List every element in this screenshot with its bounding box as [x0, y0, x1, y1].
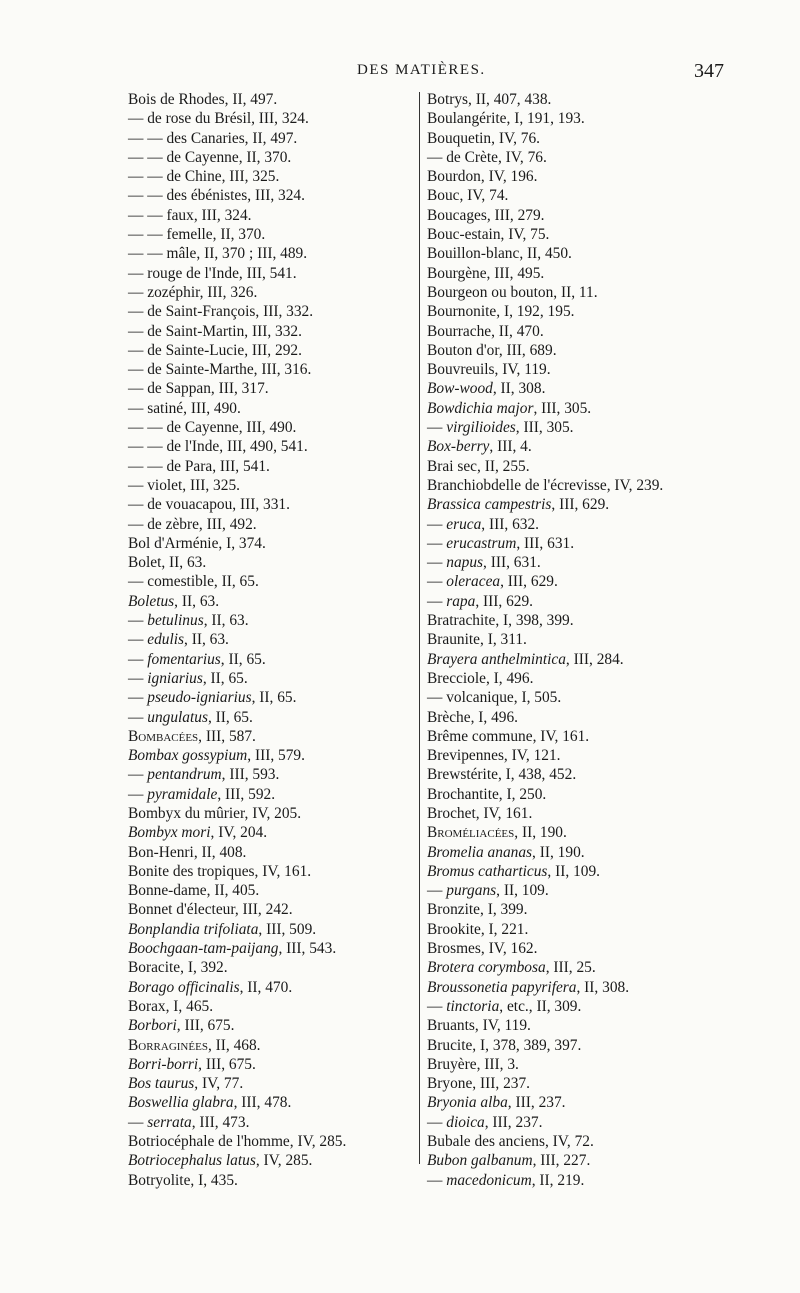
- entry-text: Bratrachite, I, 398, 399.: [427, 612, 574, 630]
- entry-italic-term: Bonplandia trifoliata: [128, 920, 259, 938]
- entry-text: , III, 675.: [198, 1055, 256, 1073]
- entry-italic-term: Borbori: [128, 1017, 177, 1035]
- entry-text: —: [128, 689, 148, 707]
- entry-text: Bronzite, I, 399.: [427, 901, 528, 919]
- entry-italic-term: ungulatus: [147, 708, 208, 726]
- entry-text: —: [427, 534, 447, 552]
- entry-text: —: [427, 1171, 447, 1189]
- entry-italic-term: Brayera anthelmintica: [427, 650, 566, 668]
- entry-text: —: [427, 997, 447, 1015]
- entry-text: Bruyère, III, 3.: [427, 1055, 519, 1073]
- entry-text: , III, 305.: [515, 419, 574, 437]
- entry-italic-term: Bowdichia major: [427, 399, 534, 417]
- index-entry: [128, 611, 418, 630]
- entry-text: —: [128, 669, 148, 687]
- entry-text: Brecciole, I, 496.: [427, 669, 534, 687]
- entry-text: — — de Cayenne, II, 370.: [128, 148, 292, 166]
- index-entry: [128, 322, 418, 341]
- entry-text: , III, 629.: [551, 496, 610, 514]
- index-entry: [427, 167, 757, 186]
- entry-text: —: [427, 1113, 447, 1131]
- index-entry: [427, 1113, 757, 1132]
- index-entry: [427, 129, 757, 148]
- index-entry: [427, 302, 757, 321]
- entry-text: Bonnet d'électeur, III, 242.: [128, 901, 293, 919]
- entry-text: , etc., II, 309.: [499, 997, 582, 1015]
- entry-italic-term: Borri-borri: [128, 1055, 199, 1073]
- entry-italic-term: pyramidale: [147, 785, 218, 803]
- index-entry: [128, 399, 418, 418]
- entry-text: , II, 65.: [202, 669, 248, 687]
- index-entry: [427, 978, 757, 997]
- index-entry: [128, 1036, 418, 1055]
- entry-family-term: Borraginées: [128, 1036, 208, 1054]
- entry-text: — de Sappan, III, 317.: [128, 380, 269, 398]
- entry-text: , IV, 77.: [194, 1075, 244, 1093]
- entry-text: Botrys, II, 407, 438.: [427, 91, 552, 108]
- entry-text: Bruants, IV, 119.: [427, 1017, 531, 1035]
- index-entry: [427, 1074, 757, 1093]
- index-entry: [427, 360, 757, 379]
- index-entry: [427, 225, 757, 244]
- entry-italic-term: Boletus: [128, 592, 175, 610]
- entry-text: , III, 579.: [247, 747, 305, 765]
- index-entry: [128, 148, 418, 167]
- index-entry: [427, 244, 757, 263]
- index-entry: [427, 553, 757, 572]
- entry-italic-term: edulis: [147, 631, 185, 649]
- entry-text: , III, 592.: [217, 785, 276, 803]
- entry-text: , III, 25.: [545, 959, 596, 977]
- index-entry: [427, 206, 757, 225]
- index-entry: [128, 1093, 418, 1112]
- entry-text: , II, 308.: [492, 380, 546, 398]
- entry-text: , II, 65.: [220, 650, 266, 668]
- entry-italic-term: eruca: [446, 515, 482, 533]
- entry-text: — violet, III, 325.: [128, 476, 240, 494]
- index-entry: [427, 109, 757, 128]
- index-entry: [427, 418, 757, 437]
- index-entry: [128, 727, 418, 746]
- entry-text: , II, 219.: [531, 1171, 585, 1189]
- index-entry: [128, 804, 418, 823]
- index-entry: [128, 650, 418, 669]
- entry-text: Botryolite, I, 435.: [128, 1171, 238, 1189]
- index-entry: [128, 90, 418, 109]
- index-entry: [427, 1055, 757, 1074]
- entry-text: Bonite des tropiques, IV, 161.: [128, 862, 312, 880]
- entry-text: Bolet, II, 63.: [128, 554, 207, 572]
- entry-text: , II, 63.: [184, 631, 229, 649]
- index-entry: [128, 862, 418, 881]
- entry-text: Boracite, I, 392.: [128, 959, 228, 977]
- entry-text: —: [128, 1113, 148, 1131]
- index-entry: [128, 476, 418, 495]
- entry-text: —: [128, 612, 148, 630]
- index-entry: [128, 283, 418, 302]
- index-entry: [128, 669, 418, 688]
- entry-text: Bon-Henri, II, 408.: [128, 843, 247, 861]
- entry-text: Botriocéphale de l'homme, IV, 285.: [128, 1133, 347, 1151]
- index-entry: [128, 920, 418, 939]
- entry-text: — rouge de l'Inde, III, 541.: [128, 264, 297, 282]
- entry-text: , III, 237.: [507, 1094, 566, 1112]
- entry-text: Brevipennes, IV, 121.: [427, 747, 561, 765]
- index-entry: [128, 244, 418, 263]
- entry-text: Brookite, I, 221.: [427, 920, 529, 938]
- entry-text: Bombyx du mûrier, IV, 205.: [128, 804, 302, 822]
- entry-text: , III, 631.: [516, 534, 575, 552]
- entry-text: —: [427, 554, 447, 572]
- entry-text: Bubale des anciens, IV, 72.: [427, 1133, 594, 1151]
- entry-text: — — de l'Inde, III, 490, 541.: [128, 438, 308, 456]
- entry-text: , III, 4.: [489, 438, 532, 456]
- entry-text: , III, 478.: [233, 1094, 292, 1112]
- index-entry: [427, 843, 757, 862]
- index-entry: [128, 1132, 418, 1151]
- entry-italic-term: napus: [446, 554, 484, 572]
- entry-text: , III, 237.: [484, 1113, 543, 1131]
- index-entry: [128, 109, 418, 128]
- index-entry: [128, 688, 418, 707]
- entry-text: Borax, I, 465.: [128, 997, 214, 1015]
- entry-text: , II, 308.: [576, 978, 630, 996]
- entry-text: — — femelle, II, 370.: [128, 226, 266, 244]
- index-entry: [427, 727, 757, 746]
- index-entry: [128, 264, 418, 283]
- index-entry: [427, 630, 757, 649]
- entry-italic-term: Brassica campestris: [427, 496, 552, 514]
- entry-text: Brewstérite, I, 438, 452.: [427, 766, 577, 784]
- entry-text: , II, 190.: [514, 824, 567, 842]
- index-entry: [128, 785, 418, 804]
- running-head: DES MATIÈRES.: [357, 62, 486, 78]
- index-entry: [128, 553, 418, 572]
- index-entry: [128, 746, 418, 765]
- index-entry: [427, 669, 757, 688]
- entry-italic-term: oleracea: [446, 573, 501, 591]
- entry-text: , III, 632.: [481, 515, 539, 533]
- index-entry: [128, 379, 418, 398]
- entry-text: Boulangérite, I, 191, 193.: [427, 110, 585, 128]
- entry-text: , II, 468.: [207, 1036, 261, 1054]
- index-entry: [128, 206, 418, 225]
- index-entry: [128, 997, 418, 1016]
- index-entry: [427, 399, 757, 418]
- index-entry: [427, 495, 757, 514]
- entry-italic-term: igniarius: [147, 669, 203, 687]
- index-entry: [128, 1055, 418, 1074]
- entry-italic-term: Brotera corymbosa: [427, 959, 546, 977]
- index-entry: [427, 862, 757, 881]
- entry-italic-term: Bryonia alba: [427, 1094, 508, 1112]
- index-entry: [427, 283, 757, 302]
- entry-italic-term: fomentarius: [147, 650, 221, 668]
- entry-text: — de Sainte-Lucie, III, 292.: [128, 341, 302, 359]
- entry-text: Brême commune, IV, 161.: [427, 727, 590, 745]
- entry-text: , II, 65.: [207, 708, 253, 726]
- index-entry: [427, 785, 757, 804]
- index-entry: [427, 1036, 757, 1055]
- index-entry: [427, 1093, 757, 1112]
- entry-text: , III, 629.: [500, 573, 558, 591]
- index-entry: [427, 958, 757, 977]
- entry-text: Branchiobdelle de l'écrevisse, IV, 239.: [427, 476, 664, 494]
- entry-text: Brochantite, I, 250.: [427, 785, 547, 803]
- index-entry: [128, 225, 418, 244]
- index-entry: [427, 341, 757, 360]
- entry-italic-term: macedonicum: [446, 1171, 532, 1189]
- entry-text: —: [427, 573, 447, 591]
- index-entry: [427, 572, 757, 591]
- entry-text: Bouillon-blanc, II, 450.: [427, 245, 572, 263]
- index-entry: [427, 804, 757, 823]
- index-entry: [128, 572, 418, 591]
- entry-text: — — mâle, II, 370 ; III, 489.: [128, 245, 308, 263]
- entry-italic-term: Botriocephalus latus: [128, 1152, 256, 1170]
- entry-text: — — faux, III, 324.: [128, 206, 252, 224]
- index-entry: [427, 322, 757, 341]
- index-entry: [128, 765, 418, 784]
- entry-text: Bouc, IV, 74.: [427, 187, 509, 205]
- index-entry: [128, 592, 418, 611]
- entry-text: Bouton d'or, III, 689.: [427, 341, 557, 359]
- index-entry: [128, 900, 418, 919]
- entry-italic-term: virgilioides: [446, 419, 516, 437]
- entry-text: , III, 675.: [176, 1017, 235, 1035]
- entry-text: , III, 631.: [483, 554, 541, 572]
- entry-text: —: [128, 766, 148, 784]
- entry-text: —: [427, 592, 447, 610]
- index-entry: [427, 379, 757, 398]
- entry-text: Brucite, I, 378, 389, 397.: [427, 1036, 582, 1054]
- index-entry: [427, 1132, 757, 1151]
- index-entry: [128, 1113, 418, 1132]
- entry-italic-term: erucastrum: [446, 534, 517, 552]
- index-entry: [128, 1171, 418, 1190]
- index-entry: [128, 978, 418, 997]
- index-entry: [427, 476, 757, 495]
- index-entry: [128, 958, 418, 977]
- page-number: 347: [694, 60, 724, 82]
- entry-text: , II, 63.: [203, 612, 249, 630]
- entry-text: , IV, 285.: [255, 1152, 313, 1170]
- index-entry: [128, 630, 418, 649]
- index-entry: [427, 881, 757, 900]
- index-entry: [427, 264, 757, 283]
- entry-text: —: [128, 785, 148, 803]
- entry-text: Bourgeon ou bouton, II, 11.: [427, 283, 598, 301]
- entry-text: , III, 284.: [565, 650, 624, 668]
- index-entry: [128, 881, 418, 900]
- entry-text: Brochet, IV, 161.: [427, 804, 533, 822]
- index-entry: [128, 534, 418, 553]
- entry-text: Bourrache, II, 470.: [427, 322, 544, 340]
- index-entry: [128, 708, 418, 727]
- entry-italic-term: Boochgaan-tam-paijang: [128, 940, 279, 958]
- entry-text: — de vouacapou, III, 331.: [128, 496, 290, 514]
- index-entry: [427, 592, 757, 611]
- entry-text: — zozéphir, III, 326.: [128, 283, 258, 301]
- entry-italic-term: Broussonetia papyrifera: [427, 978, 577, 996]
- entry-text: — de Crète, IV, 76.: [427, 148, 547, 166]
- index-entry: [128, 437, 418, 456]
- index-entry: [427, 1016, 757, 1035]
- entry-italic-term: Borago officinalis: [128, 978, 240, 996]
- index-entry: [427, 148, 757, 167]
- index-entry: [128, 823, 418, 842]
- index-entry: [427, 900, 757, 919]
- entry-text: , II, 65.: [251, 689, 297, 707]
- entry-text: — satiné, III, 490.: [128, 399, 241, 417]
- index-entry: [427, 765, 757, 784]
- index-entry: [128, 843, 418, 862]
- entry-text: , III, 305.: [533, 399, 592, 417]
- index-entry: [427, 457, 757, 476]
- entry-text: — — de Cayenne, III, 490.: [128, 419, 297, 437]
- entry-family-term: Broméliacées: [427, 824, 515, 842]
- index-entry: [128, 457, 418, 476]
- entry-text: — volcanique, I, 505.: [427, 689, 562, 707]
- entry-text: , II, 109.: [496, 882, 549, 900]
- entry-text: — de Saint-Martin, III, 332.: [128, 322, 302, 340]
- entry-text: , III, 227.: [532, 1152, 591, 1170]
- entry-italic-term: Bos taurus: [128, 1075, 195, 1093]
- entry-text: — de Sainte-Marthe, III, 316.: [128, 361, 312, 379]
- entry-italic-term: betulinus: [147, 612, 204, 630]
- entry-text: , III, 473.: [191, 1113, 250, 1131]
- entry-text: Bournonite, I, 192, 195.: [427, 303, 575, 321]
- index-entry: [128, 1151, 418, 1170]
- entry-text: Bourgène, III, 495.: [427, 264, 545, 282]
- entry-text: —: [128, 631, 148, 649]
- entry-text: — — de Para, III, 541.: [128, 457, 270, 475]
- entry-text: Bouquetin, IV, 76.: [427, 129, 541, 147]
- entry-text: —: [427, 882, 447, 900]
- index-entry: [427, 708, 757, 727]
- index-entry: [128, 341, 418, 360]
- entry-italic-term: dioica: [446, 1113, 485, 1131]
- entry-text: Bourdon, IV, 196.: [427, 168, 538, 186]
- entry-text: , III, 629.: [475, 592, 534, 610]
- index-entry: [128, 186, 418, 205]
- index-entry: [427, 746, 757, 765]
- entry-text: , III, 509.: [258, 920, 317, 938]
- page-header: [0, 62, 800, 86]
- entry-text: Brai sec, II, 255.: [427, 457, 530, 475]
- entry-italic-term: Bombyx mori: [128, 824, 211, 842]
- index-column-left: [128, 90, 418, 1190]
- index-entry: [128, 302, 418, 321]
- entry-text: Bouvreuils, IV, 119.: [427, 361, 551, 379]
- index-entry: [427, 90, 757, 109]
- index-entry: [427, 437, 757, 456]
- entry-text: , III, 543.: [278, 940, 337, 958]
- entry-italic-term: pentandrum: [147, 766, 222, 784]
- entry-family-term: Bombacées: [128, 727, 199, 745]
- index-entry: [427, 186, 757, 205]
- entry-italic-term: Box-berry: [427, 438, 490, 456]
- entry-text: — — de Chine, III, 325.: [128, 168, 280, 186]
- entry-text: Bol d'Arménie, I, 374.: [128, 534, 266, 552]
- entry-text: Bouc-estain, IV, 75.: [427, 226, 550, 244]
- entry-italic-term: Bubon galbanum: [427, 1152, 533, 1170]
- entry-text: —: [128, 650, 148, 668]
- index-entry: [427, 1151, 757, 1170]
- index-entry: [427, 997, 757, 1016]
- entry-text: , III, 587.: [198, 727, 256, 745]
- entry-text: — de zèbre, III, 492.: [128, 515, 257, 533]
- entry-text: , II, 63.: [174, 592, 220, 610]
- index-entry: [427, 534, 757, 553]
- entry-italic-term: Bromus catharticus: [427, 862, 548, 880]
- entry-text: Bonne-dame, II, 405.: [128, 882, 260, 900]
- index-entry: [427, 688, 757, 707]
- index-column-right: [427, 90, 757, 1190]
- index-entry: [128, 360, 418, 379]
- entry-text: —: [427, 515, 447, 533]
- entry-italic-term: tinctoria: [446, 997, 500, 1015]
- index-entry: [427, 823, 757, 842]
- entry-text: —: [128, 708, 148, 726]
- entry-italic-term: rapa: [446, 592, 476, 610]
- index-entry: [128, 1074, 418, 1093]
- index-entry: [128, 129, 418, 148]
- index-entry: [427, 650, 757, 669]
- index-entry: [128, 167, 418, 186]
- entry-text: , II, 190.: [532, 843, 585, 861]
- entry-italic-term: Bromelia ananas: [427, 843, 533, 861]
- entry-text: — de rose du Brésil, III, 324.: [128, 110, 309, 128]
- index-entry: [128, 1016, 418, 1035]
- entry-text: Brèche, I, 496.: [427, 708, 519, 726]
- index-entry: [427, 611, 757, 630]
- index-entry: [427, 939, 757, 958]
- index-entry: [128, 515, 418, 534]
- entry-text: —: [427, 419, 447, 437]
- index-entry: [128, 939, 418, 958]
- entry-text: Brosmes, IV, 162.: [427, 940, 538, 958]
- entry-text: Braunite, I, 311.: [427, 631, 527, 649]
- entry-text: — — des ébénistes, III, 324.: [128, 187, 305, 205]
- entry-text: — comestible, II, 65.: [128, 573, 259, 591]
- entry-italic-term: purgans: [446, 882, 497, 900]
- entry-text: — — des Canaries, II, 497.: [128, 129, 298, 147]
- entry-text: , IV, 204.: [210, 824, 268, 842]
- entry-text: — de Saint-François, III, 332.: [128, 303, 314, 321]
- entry-text: Boucages, III, 279.: [427, 206, 545, 224]
- column-divider: [419, 92, 420, 1164]
- entry-italic-term: pseudo-igniarius: [147, 689, 252, 707]
- entry-italic-term: Boswellia glabra: [128, 1094, 234, 1112]
- index-entry: [427, 1171, 757, 1190]
- index-entry: [427, 515, 757, 534]
- entry-text: , III, 593.: [221, 766, 280, 784]
- index-entry: [128, 495, 418, 514]
- entry-text: , II, 470.: [239, 978, 293, 996]
- index-entry: [427, 920, 757, 939]
- entry-italic-term: Bow-wood: [427, 380, 493, 398]
- entry-text: Bois de Rhodes, II, 497.: [128, 91, 278, 108]
- entry-italic-term: serrata: [147, 1113, 192, 1131]
- index-entry: [128, 418, 418, 437]
- entry-text: , II, 109.: [547, 862, 600, 880]
- entry-italic-term: Bombax gossypium: [128, 747, 248, 765]
- entry-text: Bryone, III, 237.: [427, 1075, 531, 1093]
